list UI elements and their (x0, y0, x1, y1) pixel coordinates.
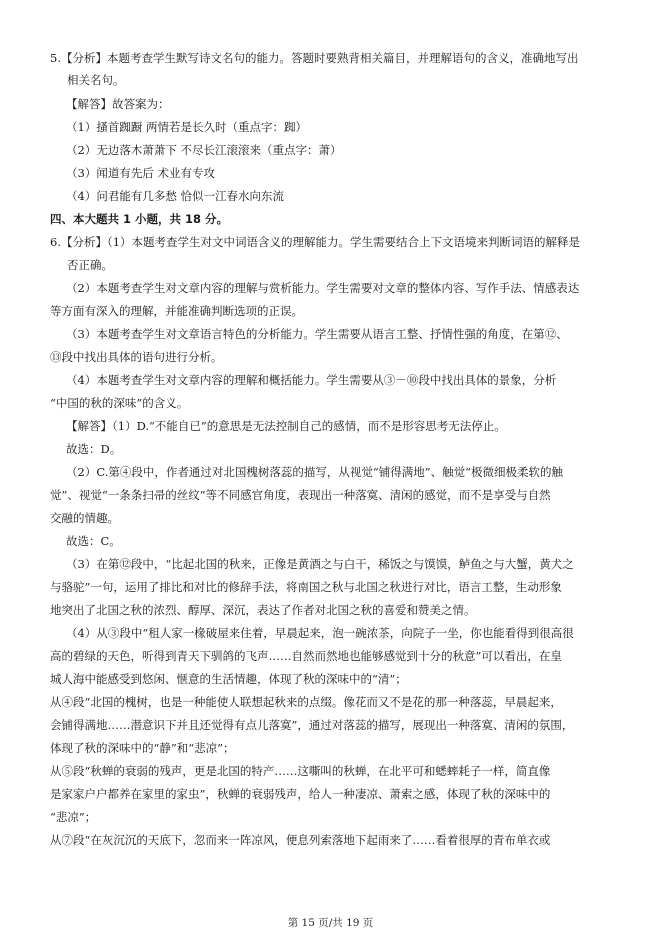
q5-answer-2: （2）无边落木萧萧下 不尽长江滚滚来（重点字：萧） (66, 143, 342, 157)
q6-answer-2-line-2: 觉”、视觉“一条条扫帚的丝纹”等不同感官角度，表现出一种落寞、清闲的感觉，而不是享受与自然 (50, 488, 551, 502)
q6-choice-2: 故选：C。 (66, 534, 121, 548)
q6-answer-1: 【解答】（1）D.“不能自已”的意思是无法控制自己的感情，而不是形容思考无法停止。 (66, 419, 506, 433)
q5-answer-3: （3）闻道有先后 术业有专攻 (66, 166, 215, 180)
q5-analysis-line-2: 相关名句。 (67, 73, 125, 87)
q6-answer-2-line-1: （2）C.第④段中，作者通过对北国槐树落蕊的描写，从视觉“铺得满地”、触觉“极微细极柔软的触 (66, 465, 563, 479)
q6-answer-4-line-6: 体现了秋的深味中的“静”和“悲凉”； (50, 741, 235, 755)
q6-analysis-4-line-1: （4）本题考查学生对文章内容的理解和概括能力。学生需要从③－⑩段中找出具体的景象，分析 (66, 373, 557, 387)
q6-answer-4-line-4: 从④段“北国的槐树，也是一种能使人联想起秋来的点缀。像花而又不是花的那一种落蕊，早晨起来， (50, 695, 562, 709)
q6-analysis-1-line-2: 否正确。 (67, 258, 113, 272)
q6-answer-3-line-2: 与骆驼”一句，运用了排比和对比的修辞手法，将南国之秋与北国之秋进行对比，语言工整，生动形象 (50, 580, 562, 594)
q6-choice-1: 故选：D。 (66, 442, 122, 456)
q6-analysis-2-line-1: （2）本题考查学生对文章内容的理解与赏析能力。学生需要对文章的整体内容、写作手法、情感表达 (66, 281, 580, 295)
q6-answer-4-line-1: （4）从③段中“租人家一椽破屋来住着，早晨起来，泡一碗浓茶，向院子一坐，你也能看得到很高很 (66, 626, 574, 640)
section-four-heading: 四、本大题共 1 小题，共 18 分。 (50, 212, 229, 226)
q6-answer-3-line-3: 地突出了北国之秋的浓烈、醇厚、深沉，表达了作者对北国之秋的喜爱和赞美之情。 (50, 603, 476, 617)
q5-answer-1: （1）搔首踟蹰 两情若是长久时（重点字：踟） (66, 120, 307, 134)
q6-answer-2-line-3: 交融的情趣。 (50, 511, 119, 525)
q6-answer-4-line-10: 从⑦段“在灰沉沉的天底下，忽而来一阵凉风，便息列索落地下起雨来了……看着很厚的青布单衣或 (50, 833, 551, 847)
q6-analysis-1-line-1: 6.【分析】（1）本题考查学生对文中词语含义的理解能力。学生需要结合上下文语境来判断词语的解释是 (50, 235, 581, 249)
q5-answer-header: 【解答】故答案为： (66, 97, 170, 111)
q6-answer-4-line-7: 从⑤段“秋蝉的衰弱的残声，更是北国的特产……这嘶叫的秋蝉，在北平可和蟋蟀耗子一样，简直像 (50, 764, 551, 778)
q6-answer-4-line-5: 会铺得满地……潜意识下并且还觉得有点儿落寞”，通过对落蕊的描写，展现出一种落寞、清闲的氛围， (50, 718, 574, 732)
q6-answer-4-line-3: 城人海中能感受到悠闲、惬意的生活情趣，体现了秋的深味中的“清”； (50, 672, 407, 686)
q6-answer-3-line-1: （3）在第⑫段中，“比起北国的秋来，正像是黄酒之与白干，稀饭之与馍馍，鲈鱼之与大蟹，黄犬之 (66, 557, 574, 571)
q6-analysis-2-line-2: 等方面有深入的理解，并能准确判断选项的正误。 (50, 304, 303, 318)
q6-analysis-3-line-2: ⑬段中找出具体的语句进行分析。 (50, 350, 223, 364)
page-footer: 第 15 页/共 19 页 (287, 917, 374, 929)
q6-answer-4-line-9: “悲凉”； (50, 810, 97, 824)
q5-analysis-line-1: 5.【分析】本题考查学生默写诗文名句的能力。答题时要熟背相关篇目，并理解语句的含义，准确地写出 (50, 51, 579, 65)
q6-answer-4-line-2: 高的碧绿的天色，听得到青天下驯鸽的飞声……自然而然地也能够感觉到十分的秋意”可以看出，在皇 (50, 649, 562, 663)
q5-answer-4: （4）问君能有几多愁 恰似一江春水向东流 (66, 189, 284, 203)
q6-answer-4-line-8: 是家家户户都养在家里的家虫”，秋蝉的衰弱残声，给人一种凄凉、萧索之感，体现了秋的深味中的 (50, 787, 551, 801)
q6-analysis-3-line-1: （3）本题考查学生对文章语言特色的分析能力。学生需要从语言工整、抒情性强的角度，在第⑫、 (66, 327, 568, 341)
q6-analysis-4-line-2: “中国的秋的深味”的含义。 (50, 396, 189, 410)
